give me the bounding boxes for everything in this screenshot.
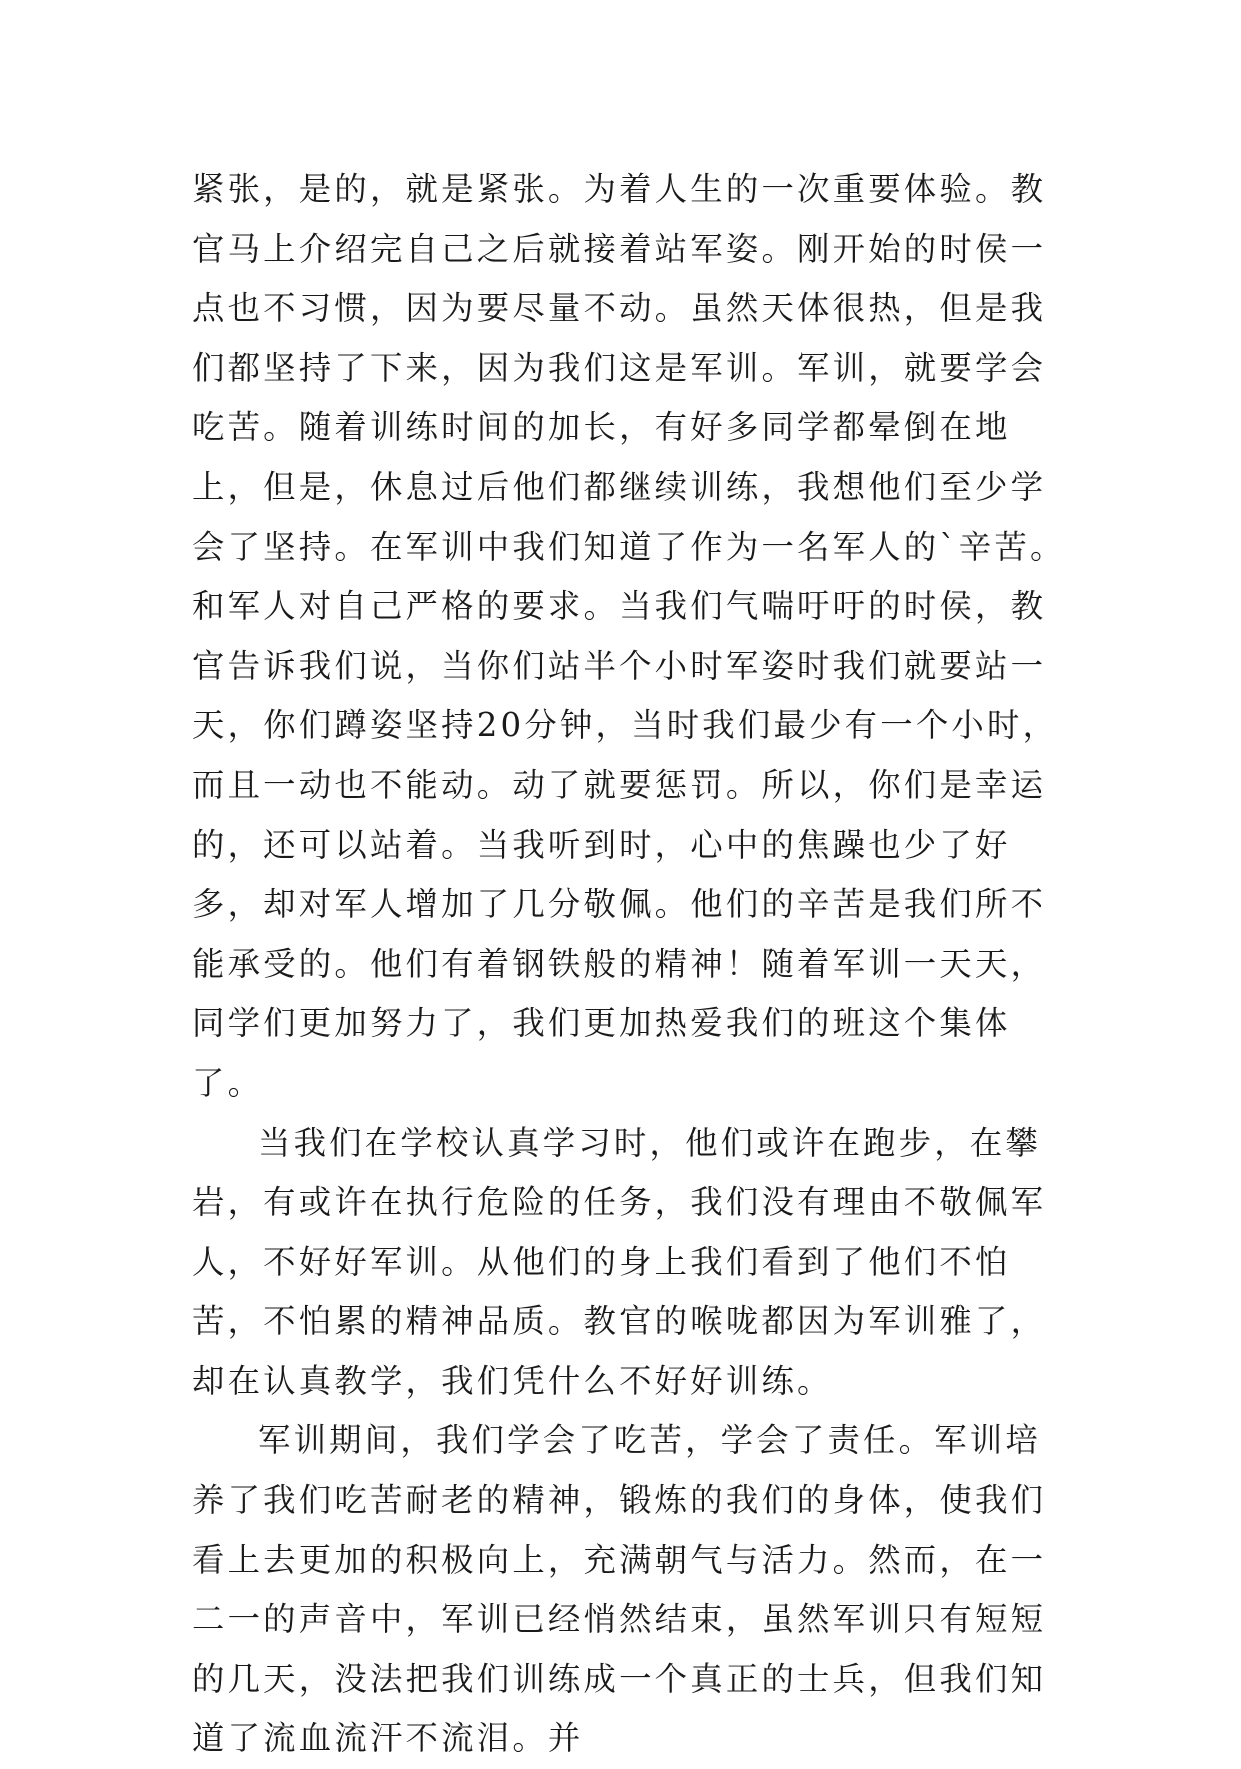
paragraph: 当我们在学校认真学习时，他们或许在跑步，在攀岩，有或许在执行危险的任务，我们没有理由不敬佩军人，不好好军训。从他们的身上我们看到了他们不怕苦，不怕累的精神品质。教官的喉咙都因为军训雅了，却在认真教学，我们凭什么不好好训练。 [192, 1123, 1047, 1400]
paragraph: 紧张，是的，就是紧张。为着人生的一次重要体验。教官马上介绍完自己之后就接着站军姿。刚开始的时侯一点也不习惯，因为要尽量不动。虽然天体很热，但是我们都坚持了下来，因为我们这是军训。军训，就要学会吃苦。随着训练时间的加长，有好多同学都晕倒在地上，但是，休息过后他们都继续训练，我想他们至少学会了坚持。在军训中我们知道了作为一名军人的`辛苦。和军人对自己严格的要求。当我们气喘吁吁的时侯，教官告诉我们说，当你们站半个小时军姿时我们就要站一天，你们蹲姿坚持20分钟，当时我们最少有一个小时，而且一动也不能动。动了就要惩罚。所以，你们是幸运的，还可以站着。当我听到时，心中的焦躁也少了好多，却对军人增加了几分敬佩。他们的辛苦是我们所不能承受的。他们有着钢铁般的精神！随着军训一天天，同学们更加努力了，我们更加热爱我们的班这个集体了。 [192, 170, 1066, 1102]
paragraph: 军训期间，我们学会了吃苦，学会了责任。军训培养了我们吃苦耐老的精神，锻炼的我们的身体，使我们看上去更加的积极向上，充满朝气与活力。然而，在一二一的声音中，军训已经悄然结束，虽然军训只有短短的几天，没法把我们训练成一个真正的士兵，但我们知道了流血流汗不流泪。并 [192, 1421, 1047, 1758]
document-body [192, 160, 1072, 1769]
